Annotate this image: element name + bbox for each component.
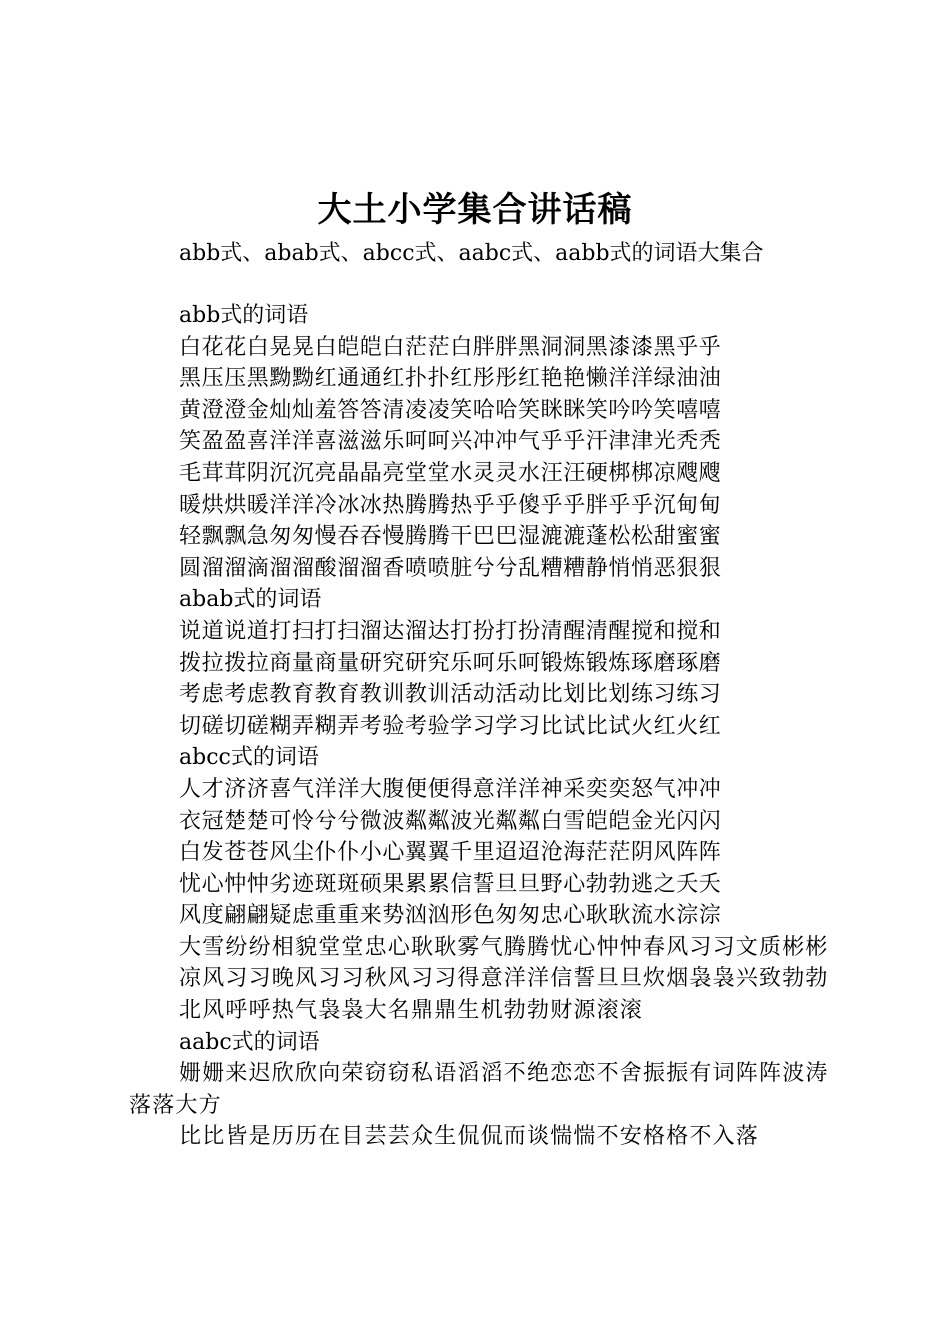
word-paragraph: 凉风习习晚风习习秋风习习得意洋洋信誓旦旦炊烟袅袅兴致勃勃 [179, 966, 829, 992]
word-row: 白发苍苍风尘仆仆小心翼翼千里迢迢沧海茫茫阴风阵阵 [179, 840, 722, 866]
word-row: 考虑考虑教育教育教训教训活动活动比划比划练习练习 [179, 682, 722, 708]
word-row: 毛茸茸阴沉沉亮晶晶亮堂堂水灵灵水汪汪硬梆梆凉飕飕 [179, 460, 722, 486]
word-row: 圆溜溜滴溜溜酸溜溜香喷喷脏兮兮乱糟糟静悄悄恶狠狠 [179, 555, 722, 581]
word-row: 衣冠楚楚可怜兮兮微波粼粼波光粼粼白雪皑皑金光闪闪 [179, 808, 722, 834]
word-paragraph: 大雪纷纷相貌堂堂忠心耿耿雾气腾腾忧心忡忡春风习习文质彬彬 [179, 934, 829, 960]
word-row: 黑压压黑黝黝红通通红扑扑红彤彤红艳艳懒洋洋绿油油 [179, 366, 722, 392]
word-row: 说道说道打扫打扫溜达溜达打扮打扮清醒清醒搅和搅和 [179, 618, 722, 644]
document-body [129, 300, 835, 1153]
document-subtitle: abb式、abab式、abcc式、aabc式、aabb式的词语大集合 [179, 241, 764, 266]
word-paragraph: 姗姗来迟欣欣向荣窃窃私语滔滔不绝恋恋不舍振振有词阵阵波涛落落大方 [129, 1061, 829, 1118]
document-title: 大土小学集合讲话稿 [317, 190, 633, 230]
word-row: 切磋切磋糊弄糊弄考验考验学习学习比试比试火红火红 [179, 713, 722, 739]
word-row: 风度翩翩疑虑重重来势汹汹形色匆匆忠心耿耿流水淙淙 [179, 903, 722, 929]
section-heading-aabc: aabc式的词语 [179, 1029, 320, 1055]
word-paragraph: 北风呼呼热气袅袅大名鼎鼎生机勃勃财源滚滚 [179, 998, 644, 1024]
word-row: 忧心忡忡劣迹斑斑硕果累累信誓旦旦野心勃勃逃之夭夭 [179, 871, 722, 897]
section-heading-abb: abb式的词语 [179, 303, 309, 328]
word-paragraph: 比比皆是历历在目芸芸众生侃侃而谈惴惴不安格格不入落 [179, 1124, 760, 1150]
word-row: 轻飘飘急匆匆慢吞吞慢腾腾干巴巴湿漉漉蓬松松甜蜜蜜 [179, 524, 722, 550]
word-row: 笑盈盈喜洋洋喜滋滋乐呵呵兴冲冲气乎乎汗津津光秃秃 [179, 429, 722, 455]
section-heading-abcc: abcc式的词语 [179, 745, 319, 771]
word-row: 黄澄澄金灿灿羞答答清凌凌笑哈哈笑眯眯笑吟吟笑嘻嘻 [179, 397, 722, 423]
word-row: 拨拉拨拉商量商量研究研究乐呵乐呵锻炼锻炼琢磨琢磨 [179, 650, 722, 676]
word-row: 暖烘烘暖洋洋冷冰冰热腾腾热乎乎傻乎乎胖乎乎沉甸甸 [179, 492, 722, 518]
word-row: 人才济济喜气洋洋大腹便便得意洋洋神采奕奕怒气冲冲 [179, 776, 722, 802]
word-row: 白花花白晃晃白皑皑白茫茫白胖胖黑洞洞黑漆漆黑乎乎 [179, 334, 722, 360]
section-heading-abab: abab式的词语 [179, 587, 322, 613]
